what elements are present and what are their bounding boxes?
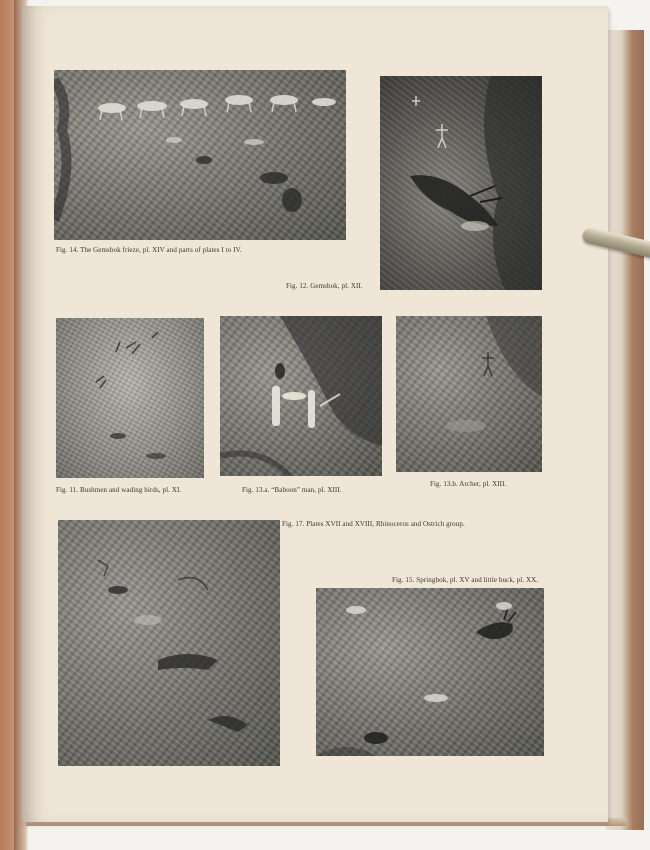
rock-painting-figures (220, 316, 382, 476)
caption-fig13a: Fig. 13.a. “Baboon” man, pl. XIII. (242, 486, 342, 494)
plate-fig13a-baboon-man (220, 316, 382, 476)
rock-painting-figures (380, 76, 542, 290)
rock-painting-figures (396, 316, 542, 472)
plate-fig13b-archer (396, 316, 542, 472)
plate-fig11-bushmen-wading-birds (56, 318, 204, 478)
caption-fig14: Fig. 14. The Gemsbok frieze, pl. XIV and parts of plates I to IV. (56, 246, 242, 254)
caption-fig11: Fig. 11. Bushmen and wading birds, pl. XI. (56, 486, 182, 494)
book-cover-right (606, 30, 644, 830)
rock-painting-figures (58, 520, 280, 766)
caption-fig15: Fig. 15. Springbok, pl. XV and little buck, pl. XX. (392, 576, 539, 584)
rock-painting-figures (316, 588, 544, 756)
rock-painting-figures (54, 70, 346, 240)
caption-fig12: Fig. 12. Gemsbok, pl. XII. (286, 282, 363, 290)
plate-fig14-gemsbok-frieze (54, 70, 346, 240)
plate-fig15-springbok-little-buck (316, 588, 544, 756)
plate-fig17-rhinoceros-ostrich (58, 520, 280, 766)
caption-fig13b: Fig. 13.b. Archer, pl. XIII. (430, 480, 507, 488)
rock-painting-figures (56, 318, 204, 478)
caption-fig17: Fig. 17. Plates XVII and XVIII, Rhinoceros and Ostrich group. (282, 520, 465, 528)
plate-fig12-gemsbok (380, 76, 542, 290)
book-page (22, 6, 608, 822)
